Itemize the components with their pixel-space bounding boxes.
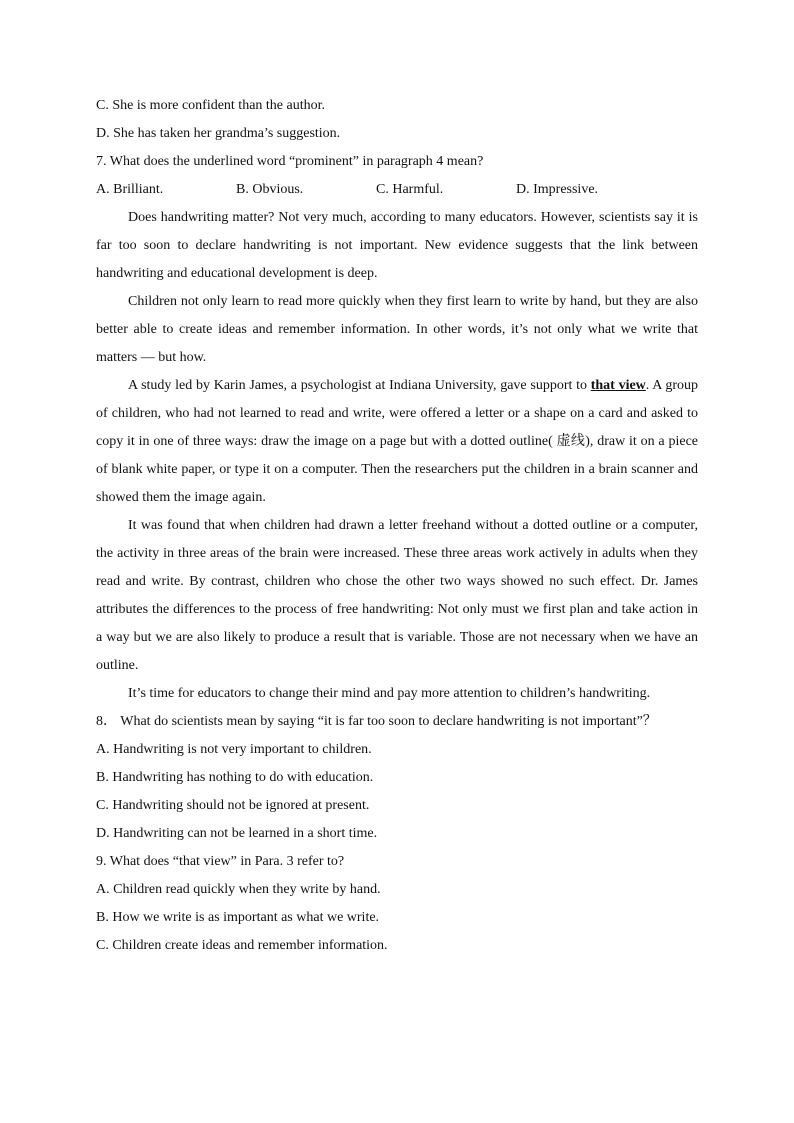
passage-paragraph-3 [96,372,698,512]
q9-option-b: B. How we write is as important as what we write. [96,910,380,925]
q7-option-c: C. Harmful. [376,182,444,197]
option-d-prev: D. She has taken her grandma’s suggestion. [96,126,341,141]
passage-paragraph-4: It was found that when children had drawn a letter freehand without a dotted outline or a computer, the activity in three areas of the brain were increased. These three areas work actively in adults when they read and write. By contrast, children who chose the other two ways showed no such effect. Dr. James attributes the differences to the process of free handwriting: Not only must we first plan and take action in a way but we are also likely to produce a result that is variable. Those are not necessary when we have an outline. [96,518,698,673]
question-8: 8． What do scientists mean by saying “it is far too soon to declare handwriting is not important”？ [96,714,657,729]
question-7: 7. What does the underlined word “prominent” in paragraph 4 mean? [96,154,484,169]
q8-option-c: C. Handwriting should not be ignored at present. [96,798,370,813]
that-view-highlight: that view [590,378,646,393]
passage-paragraph-5: It’s time for educators to change their mind and pay more attention to children’s handwriting. [128,686,651,701]
paragraph-3-start: A study led by Karin James, a psychologist at Indiana University, gave support to [128,378,591,393]
paragraph-3-end: . A group of children, who had not learned to read and write, were offered a letter or a shape on a card and asked to copy it in one of three ways: draw the image on a page but with a dotted outline( 虚线), draw it on a piece of blank white paper, or type it on a computer. Then the researchers put the children in a brain scanner and showed them the image again. [96,378,698,505]
q7-option-d: D. Impressive. [516,182,599,197]
option-c-prev: C. She is more confident than the author. [96,98,326,113]
q7-option-a: A. Brilliant. [96,182,164,197]
passage-paragraph-1: Does handwriting matter? Not very much, according to many educators. However, scientists say it is far too soon to declare handwriting is not important. New evidence suggests that the link between handwriting and educational development is deep. [96,210,698,281]
question-7-options [96,176,698,204]
q8-option-d: D. Handwriting can not be learned in a short time. [96,826,378,841]
q9-option-c: C. Children create ideas and remember information. [96,938,388,953]
q7-option-b: B. Obvious. [236,182,304,197]
q9-option-a: A. Children read quickly when they write by hand. [96,882,381,897]
question-9: 9. What does “that view” in Para. 3 refer to? [96,854,345,869]
q8-option-b: B. Handwriting has nothing to do with education. [96,770,374,785]
passage-paragraph-2: Children not only learn to read more quickly when they first learn to write by hand, but they are also better able to create ideas and remember information. In other words, it’s not only what we write that matters — but how. [96,294,698,365]
q8-option-a: A. Handwriting is not very important to children. [96,742,372,757]
worksheet-page [96,92,698,960]
